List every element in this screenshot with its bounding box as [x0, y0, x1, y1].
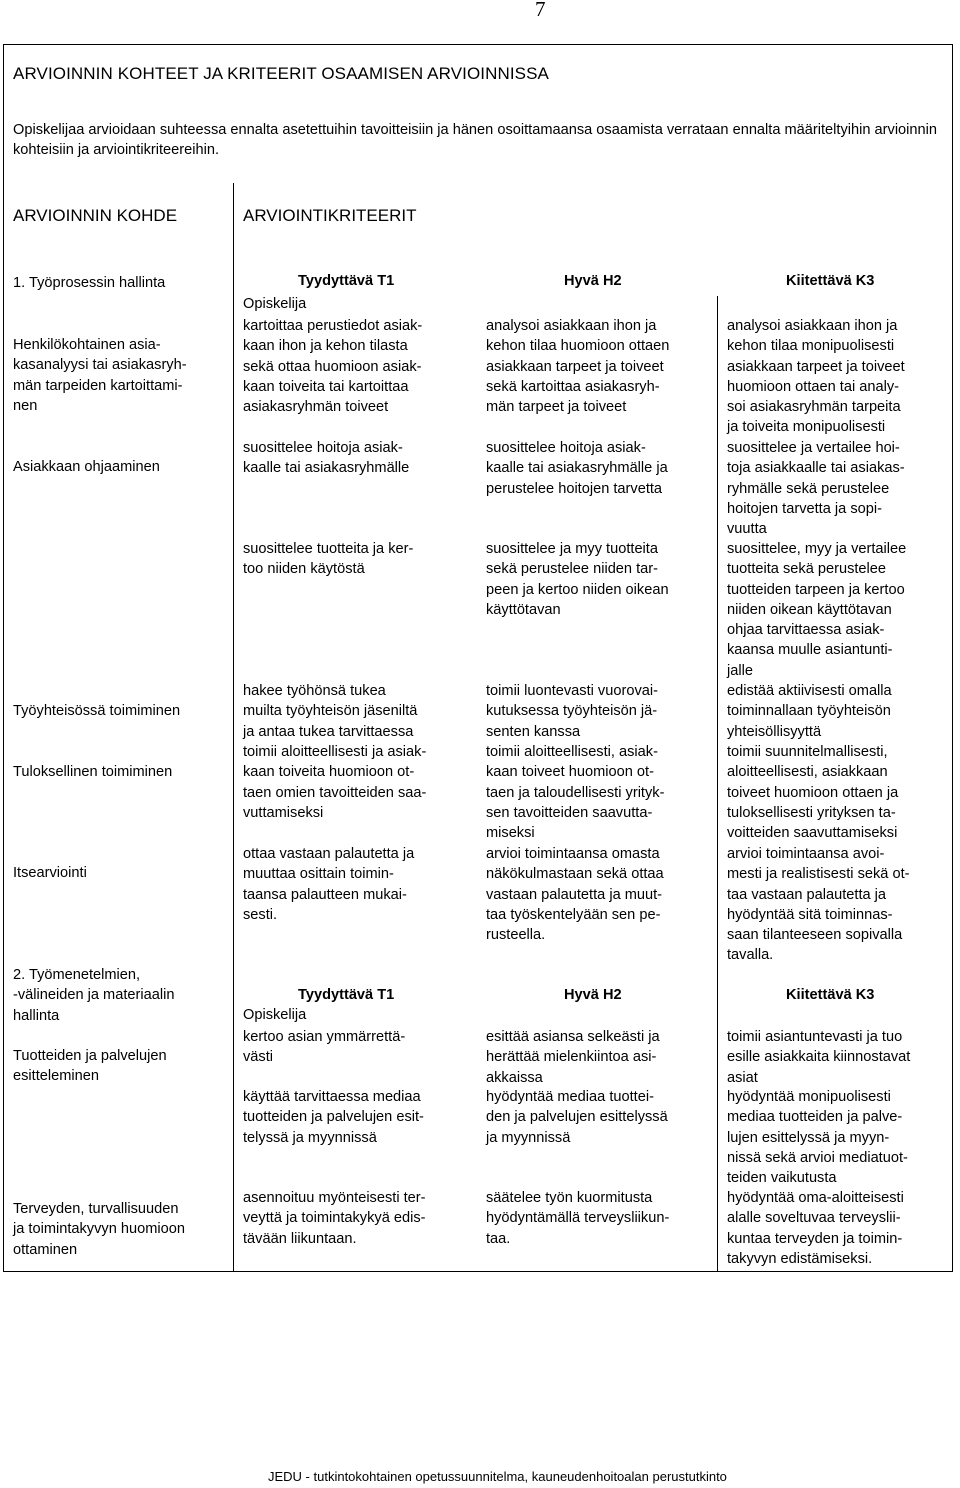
cell-line: toimii aloitteellisesti ja asiak-: [243, 744, 427, 760]
page-title: ARVIOINNIN KOHTEET JA KRITEERIT OSAAMISEN ARVIOINNISSA: [13, 64, 549, 83]
cell-line: kaan toiveita tai kartoittaa: [243, 378, 409, 395]
cell-line: den ja palvelujen esittelyssä: [486, 1109, 668, 1126]
column-heading-kohde: ARVIOINNIN KOHDE: [13, 206, 178, 225]
cell-line: män tarpeet ja toiveet: [486, 399, 627, 416]
cell-line: toimii suunnitelmallisesti,: [727, 744, 888, 760]
criteria-t1: [243, 539, 413, 580]
cell-line: analysoi asiakkaan ihon ja: [727, 318, 898, 334]
cell-line: telyssä ja myynnissä: [243, 1129, 377, 1146]
cell-line: mesti ja realistisesti sekä ot-: [727, 866, 910, 883]
criteria-h2: [486, 1027, 660, 1088]
cell-line: taa.: [486, 1230, 511, 1247]
cell-line: vuutta: [727, 521, 767, 538]
criteria-h2: [486, 742, 664, 843]
cell-line: sekä perustelee niiden tar-: [486, 561, 658, 578]
assessment-target: [13, 863, 87, 883]
criteria-k3: [727, 1188, 904, 1269]
criteria-k3: [727, 316, 905, 438]
cell-line: taansa palautteen mukai-: [243, 886, 407, 903]
criteria-t1: [243, 438, 409, 479]
level-k3-s2: Kiitettävä K3: [786, 987, 875, 1003]
cell-line: aloitteellisesti, asiakkaan: [727, 764, 888, 781]
criteria-t1: [243, 681, 417, 742]
cell-line: kaan toiveet huomioon ot-: [486, 764, 654, 781]
cell-line: suosittelee hoitoja asiak-: [486, 440, 646, 456]
criteria-t1: [243, 1188, 426, 1249]
assessment-target: [13, 1199, 185, 1260]
cell-line: kaansa muulle asiantunti-: [727, 642, 893, 659]
assessment-target: [13, 1046, 167, 1087]
cell-line: ja toimintakyvyn huomioon: [13, 1221, 185, 1238]
cell-line: suosittelee ja vertailee hoi-: [727, 440, 900, 456]
cell-line: arvioi toimintaansa omasta: [486, 846, 660, 862]
cell-line: teiden vaikutusta: [727, 1170, 837, 1187]
column-divider: [233, 183, 234, 1272]
cell-line: niiden oikean käyttötavan: [727, 601, 892, 618]
assessment-target: [13, 762, 172, 782]
cell-line: tavalla.: [727, 947, 774, 964]
cell-line: alalle soveltuvaa terveyslii-: [727, 1210, 901, 1227]
criteria-k3: [727, 539, 906, 620]
cell-line: lujen esittelyssä ja myyn-: [727, 1129, 890, 1146]
criteria-t1: [243, 742, 426, 823]
cell-line: huomioon ottaen tai analy-: [727, 378, 899, 395]
cell-line: nissä sekä arvioi mediatuot-: [727, 1149, 908, 1166]
page-number: 7: [535, 0, 546, 21]
cell-line: jalle: [727, 662, 753, 679]
cell-line: hoitojen tarvetta ja sopi-: [727, 500, 882, 517]
criteria-k3: [727, 1087, 908, 1188]
cell-line: akkaissa: [486, 1069, 543, 1086]
opiskelija-label: Opiskelija: [243, 296, 307, 312]
cell-line: Työyhteisössä toimiminen: [13, 703, 181, 719]
cell-line: tävään liikuntaan.: [243, 1230, 357, 1247]
criteria-h2: [486, 438, 668, 499]
cell-line: hyödyntää mediaa tuottei-: [486, 1089, 654, 1105]
criteria-h2: [486, 681, 658, 742]
column-heading-kriteerit: ARVIOINTIKRITEERIT: [243, 206, 417, 225]
cell-line: taen omien tavoitteiden saa-: [243, 784, 427, 801]
cell-line: kutuksessa työyhteisön jä-: [486, 703, 658, 720]
assessment-target: [13, 335, 187, 416]
cell-line: Tuotteiden ja palvelujen: [13, 1048, 167, 1064]
cell-line: suosittelee hoitoja asiak-: [243, 440, 403, 456]
cell-line: kertoo asian ymmärrettä-: [243, 1029, 406, 1045]
cell-line: rusteella.: [486, 927, 546, 944]
cell-line: toja asiakkaalle tai asiakas-: [727, 460, 905, 477]
opiskelija-label-s2: Opiskelija: [243, 1007, 307, 1023]
cell-line: näkökulmastaan sekä ottaa: [486, 866, 664, 883]
cell-line: kaalle tai asiakasryhmälle: [243, 460, 410, 477]
cell-line: sekä ottaa huomioon asiak-: [243, 358, 422, 375]
cell-line: voitteiden saavuttamiseksi: [727, 825, 898, 842]
criteria-k3: [727, 1027, 910, 1088]
cell-line: tuloksellisesti yrityksen ta-: [727, 804, 896, 821]
cell-line: arvioi toimintaansa avoi-: [727, 846, 885, 862]
cell-line: ohjaa tarvittaessa asiak-: [727, 622, 885, 638]
cell-line: toiminnallaan työyhteisön: [727, 703, 891, 720]
cell-line: ja antaa tukea tarvittaessa: [243, 723, 414, 740]
cell-line: kaan ihon ja kehon tilasta: [243, 338, 408, 355]
criteria-k3: [727, 620, 893, 681]
cell-line: vuttamiseksi: [243, 804, 324, 821]
cell-line: taa vastaan palautetta ja: [727, 886, 887, 903]
level-h2-s2: Hyvä H2: [564, 987, 622, 1003]
cell-line: esittää asiansa selkeästi ja: [486, 1029, 660, 1045]
cell-line: hyödyntää oma-aloitteisesti: [727, 1190, 904, 1206]
cell-line: perustelee hoitojen tarvetta: [486, 480, 663, 497]
cell-line: hyödyntää sitä toiminnas-: [727, 906, 893, 923]
level-t1-s2: Tyydyttävä T1: [298, 987, 395, 1003]
cell-line: tuotteiden tarpeen ja kertoo: [727, 581, 905, 598]
cell-line: ja myynnissä: [486, 1129, 571, 1146]
assessment-target: [13, 701, 180, 721]
cell-line: asennoituu myönteisesti ter-: [243, 1190, 426, 1206]
criteria-h2: [486, 844, 664, 945]
cell-line: kasanalyysi tai asiakasryh-: [13, 357, 187, 374]
cell-line: vastaan palautetta ja muut-: [486, 886, 663, 903]
cell-line: muilta työyhteisön jäseniltä: [243, 703, 418, 720]
criteria-t1: [243, 844, 414, 925]
cell-line: kaan toiveita huomioon ot-: [243, 764, 415, 781]
cell-line: sesti.: [243, 906, 278, 923]
cell-line: taen ja taloudellisesti yrityk-: [486, 784, 665, 801]
criteria-h2: [486, 1087, 668, 1148]
section-2-title: 2. Työmenetelmien, -välineiden ja materiaalin hallinta: [13, 967, 175, 1024]
cell-line: kaalle tai asiakasryhmälle ja: [486, 460, 668, 477]
cell-line: toimii asiantuntevasti ja tuo: [727, 1029, 903, 1045]
cell-line: suosittelee ja myy tuotteita: [486, 541, 658, 557]
criteria-k3: [727, 438, 905, 539]
cell-line: asiakkaan tarpeet ja toiveet: [727, 358, 905, 375]
cell-line: toimii aloitteellisesti, asiak-: [486, 744, 658, 760]
cell-line: suosittelee tuotteita ja ker-: [243, 541, 414, 557]
cell-line: esille asiakkaita kiinnostavat: [727, 1049, 911, 1066]
cell-line: miseksi: [486, 825, 535, 842]
criteria-t1: [243, 1087, 424, 1148]
cell-line: nen: [13, 397, 38, 414]
column-divider: [717, 296, 718, 1272]
cell-line: sen tavoitteiden saavutta-: [486, 804, 653, 821]
cell-line: kehon tilaa huomioon ottaen: [486, 338, 670, 355]
cell-line: too niiden käytöstä: [243, 561, 365, 578]
cell-line: ottaminen: [13, 1241, 78, 1258]
cell-line: toiveet huomioon ottaen ja: [727, 784, 899, 801]
cell-line: herättää mielenkiintoa asi-: [486, 1049, 657, 1066]
cell-line: takyvyn edistämiseksi.: [727, 1250, 873, 1267]
cell-line: ryhmälle sekä perustelee: [727, 480, 890, 497]
cell-line: kehon tilaa monipuolisesti: [727, 338, 895, 355]
cell-line: kuntaa terveyden ja toimin-: [727, 1230, 903, 1247]
cell-line: Henkilökohtainen asia-: [13, 337, 161, 353]
cell-line: mediaa tuotteiden ja palve-: [727, 1109, 903, 1126]
cell-line: hyödyntää monipuolisesti: [727, 1089, 891, 1105]
cell-line: senten kanssa: [486, 723, 581, 740]
cell-line: yhteisöllisyyttä: [727, 723, 822, 740]
intro-paragraph: Opiskelijaa arvioidaan suhteessa ennalta asetettuihin tavoitteisiin ja hänen osoittamaansa osaamista verrataan ennalta määriteltyihin arvioinnin kohteisiin ja arviointikriteereihin.: [13, 122, 938, 158]
cell-line: käyttötavan: [486, 601, 561, 618]
level-k3: Kiitettävä K3: [786, 273, 875, 289]
cell-line: edistää aktiivisesti omalla: [727, 683, 892, 699]
level-h2: Hyvä H2: [564, 273, 622, 289]
cell-line: västi: [243, 1049, 274, 1066]
cell-line: tuotteiden ja palvelujen esit-: [243, 1109, 424, 1126]
cell-line: ottaa vastaan palautetta ja: [243, 846, 415, 862]
cell-line: asiakkaan tarpeet ja toiveet: [486, 358, 664, 375]
cell-line: esitteleminen: [13, 1068, 99, 1085]
criteria-t1: [243, 316, 422, 417]
cell-line: ja toiveita monipuolisesti: [727, 419, 886, 436]
cell-line: taa työskentelyään sen pe-: [486, 906, 661, 923]
cell-line: Terveyden, turvallisuuden: [13, 1201, 179, 1217]
criteria-t1: [243, 1027, 405, 1068]
cell-line: suosittelee, myy ja vertailee: [727, 541, 907, 557]
cell-line: Asiakkaan ohjaaminen: [13, 459, 160, 475]
cell-line: kartoittaa perustiedot asiak-: [243, 318, 423, 334]
cell-line: säätelee työn kuormitusta: [486, 1190, 653, 1206]
cell-line: hakee työhönsä tukea: [243, 683, 386, 699]
cell-line: analysoi asiakkaan ihon ja: [486, 318, 657, 334]
cell-line: Tuloksellinen toimiminen: [13, 764, 173, 780]
cell-line: Itsearviointi: [13, 865, 87, 881]
assessment-target: [13, 457, 160, 477]
page-footer: JEDU - tutkintokohtainen opetussuunnitelma, kauneudenhoitoalan perustutkinto: [268, 1469, 727, 1484]
cell-line: asiakasryhmän toiveet: [243, 399, 389, 416]
cell-line: män tarpeiden kartoittami-: [13, 377, 183, 394]
criteria-h2: [486, 1188, 669, 1249]
cell-line: sekä kartoittaa asiakasryh-: [486, 378, 660, 395]
cell-line: soi asiakasryhmän tarpeita: [727, 399, 901, 416]
section-1-title: 1. Työprosessin hallinta: [13, 275, 166, 291]
level-t1: Tyydyttävä T1: [298, 273, 395, 289]
cell-line: saan tilanteeseen sopivalla: [727, 927, 903, 944]
criteria-k3: [727, 742, 898, 843]
criteria-h2: [486, 539, 669, 620]
criteria-k3: [727, 844, 909, 966]
cell-line: käyttää tarvittaessa mediaa: [243, 1089, 421, 1105]
cell-line: tuotteita sekä perustelee: [727, 561, 887, 578]
cell-line: hyödyntämällä terveysliikun-: [486, 1210, 670, 1227]
cell-line: muuttaa osittain toimin-: [243, 866, 394, 883]
criteria-k3: [727, 681, 892, 742]
cell-line: peen ja kertoo niiden oikean: [486, 581, 669, 598]
cell-line: toimii luontevasti vuorovai-: [486, 683, 658, 699]
criteria-h2: [486, 316, 669, 417]
cell-line: asiat: [727, 1069, 758, 1086]
cell-line: veyttä ja toimintakykyä edis-: [243, 1210, 426, 1227]
